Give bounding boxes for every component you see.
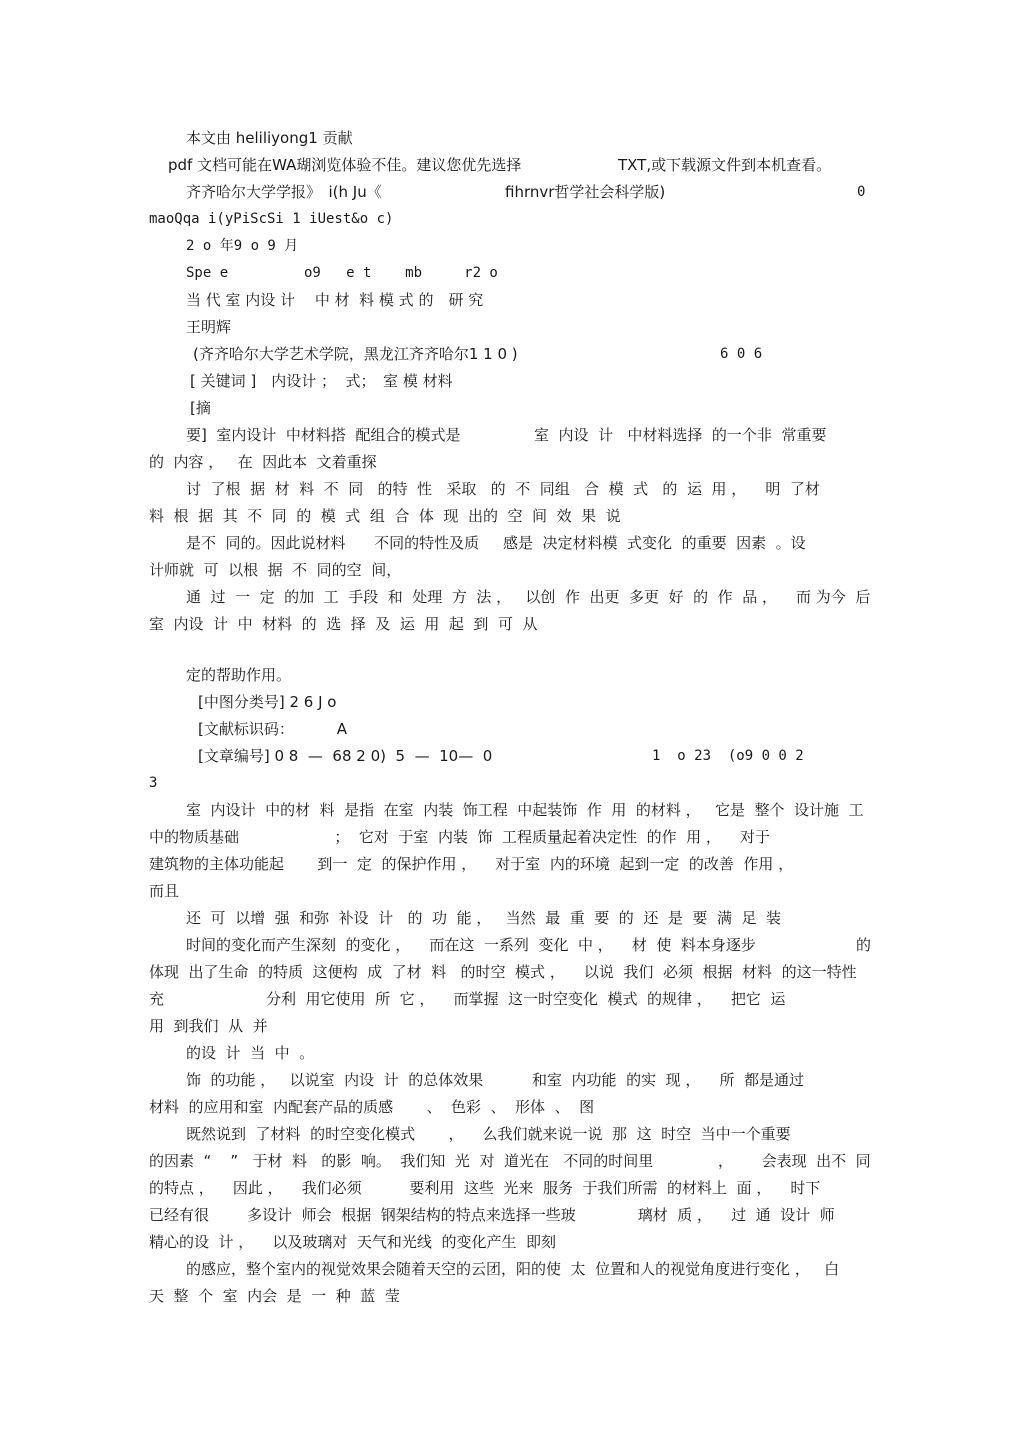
body-line: 还 可 以增 强 和弥 补设 计 的 功 能 ， 当然 最 重 要 的 还 是 要 满 足 装 [186,909,782,927]
keywords: [ 关键词 ] 内设计 ； 式； 室 模 材料 [190,372,453,390]
abstract-line: 室 内设 计 中材料选择 的一个非 常重要 [534,426,827,444]
contributor-line: 本文由 heliliyong1 贡献 [186,129,353,147]
body-line: 的设 计 当 中 。 [186,1044,315,1062]
abstract-line: 室 内设 计 中 材料 的 选 择 及 运 用 起 到 可 从 [149,615,538,633]
body-line: 而且 [149,882,180,900]
article-number: [文章编号] 0 8 — 68 2 0) 5 — 10— 0 [198,747,493,765]
issue-date-english: Spe e o9 e t mb r2 o [186,265,498,281]
body-line: 室 内设计 中的材 料 是指 在室 内装 饰工程 中起装饰 作 用 的材料 ， 它是 整个 设计施 工 [186,801,864,819]
body-line: 体现 出了生命 的特质 这便构 成 了材 料 的时空 模式 ， 以说 我们 必须 根据 材料 的这一特性 [149,963,857,981]
body-line: 和室 内功能 的实 现 ， 所 都是通过 [532,1071,804,1089]
body-line: 的特点 ， 因此 ， 我们必须 要利用 这些 光来 服务 于我们所需 的材料上 面 ， 时下 [149,1179,821,1197]
abstract-line: 要] 室内设计 中材料搭 配组合的模式是 [186,426,461,444]
body-line: 建筑物的主体功能起 到一 定 的保护作用 ， 对于室 内的环境 起到一定 的改善 作用 ， [149,855,794,873]
body-line: 的感应，整个室内的视觉效果会随着天空的云团，阳的使 太 位置和人的视觉角度进行变化 ， 白 [186,1260,840,1278]
viewing-notice-cont: TXT,或下载源文件到本机查看。 [618,156,832,174]
journal-number: 0 [857,184,866,200]
body-line: 材料 的应用和室 内配套产品的质感 、 色彩 、 形体 、 图 [149,1098,595,1116]
abstract-line: 料 根 据 其 不 同 的 模 式 组 合 体 现 出的 空 间 效 果 说 [149,507,621,525]
body-line: 分利 用它使用 所 它 ， 而掌握 这一时空变化 模式 的规律 ， 把它 运 [266,990,786,1008]
article-number-cont: 1 o 23 (o9 0 0 2 [652,748,804,764]
abstract-label: [摘 [190,399,211,417]
abstract-line: 讨 了根 据 材 料 不 同 的特 性 采取 的 不 同组 合 模 式 的 运 用 ， 明 了材 [186,480,820,498]
abstract-line: 定的帮助作用。 [186,666,292,684]
body-line: 饰 的功能 ， 以说室 内设 计 的总体效果 [186,1071,484,1089]
abstract-line: 的 内容 ， 在 因此本 文着重探 [149,453,377,471]
article-title: 当 代 室 内设 计 中 材 料 模 式 的 研 究 [186,291,484,309]
body-line: 充 [149,990,165,1008]
body-line: 的因素 “ ” 于材 料 的影 响。 我们知 光 对 道光在 不同的时间里 [149,1152,654,1170]
body-line: 已经有很 多设计 师会 根据 钢架结构的特点来选择一些玻 璃材 质 ， 过 通 设计 师 [149,1206,835,1224]
article-number-tail: 3 [149,775,158,791]
abstract-line: 是不 同的。因此说材料 不同的特性及质 感是 决定材料模 式变化 的重要 因素 。设 [186,534,806,552]
author-name: 王明辉 [186,318,232,336]
body-line: 天 整 个 室 内会 是 一 种 蓝 莹 [149,1287,400,1305]
journal-name: 齐齐哈尔大学学报》 i(h Ju《 [186,183,382,201]
body-line: ， 会表现 出不 同 [718,1152,871,1170]
body-line: 中的物质基础 ； 它对 于室 内装 饰 工程质量起着决定性 的作 用 ， 对于 [149,828,770,846]
body-line: 时间的变化而产生深刻 的变化 ， 而在这 一系列 变化 中 ， 材 使 料本身逐步 [186,936,756,954]
journal-english: maoQqa i(yPiScSi 1 iUest&o c) [149,211,394,227]
journal-subtitle: fihrnvr哲学社会科学版) [505,183,666,201]
document-code: [文献标识码： A [198,720,348,738]
issue-date: 2 o 年9 o 9 月 [186,238,299,254]
viewing-notice: pdf 文档可能在WA瑚浏览体验不佳。建议您优先选择 [168,156,522,174]
body-line: 的 [856,936,872,954]
author-affiliation: (齐齐哈尔大学艺术学院，黑龙江齐齐哈尔1 1 0 ) [193,345,518,363]
classification-number: [中图分类号] 2 6 J o [198,693,337,711]
body-line: 用 到我们 从 并 [149,1017,268,1035]
abstract-line: 计师就 可 以根 据 不 同的空 间， [149,561,402,579]
body-line: 精心的设 计 ， 以及玻璃对 天气和光线 的变化产生 即刻 [149,1233,556,1251]
body-line: 既然说到 了材料 的时空变化模式 ， 么我们就来说一说 那 这 时空 当中一个重要 [186,1125,791,1143]
postal-code: 6 0 6 [720,346,763,362]
abstract-line: 通 过 一 定 的加 工 手段 和 处理 方 法 ， 以创 作 出更 多更 好 的 作 品 ， 而 为今 后 [186,588,871,606]
